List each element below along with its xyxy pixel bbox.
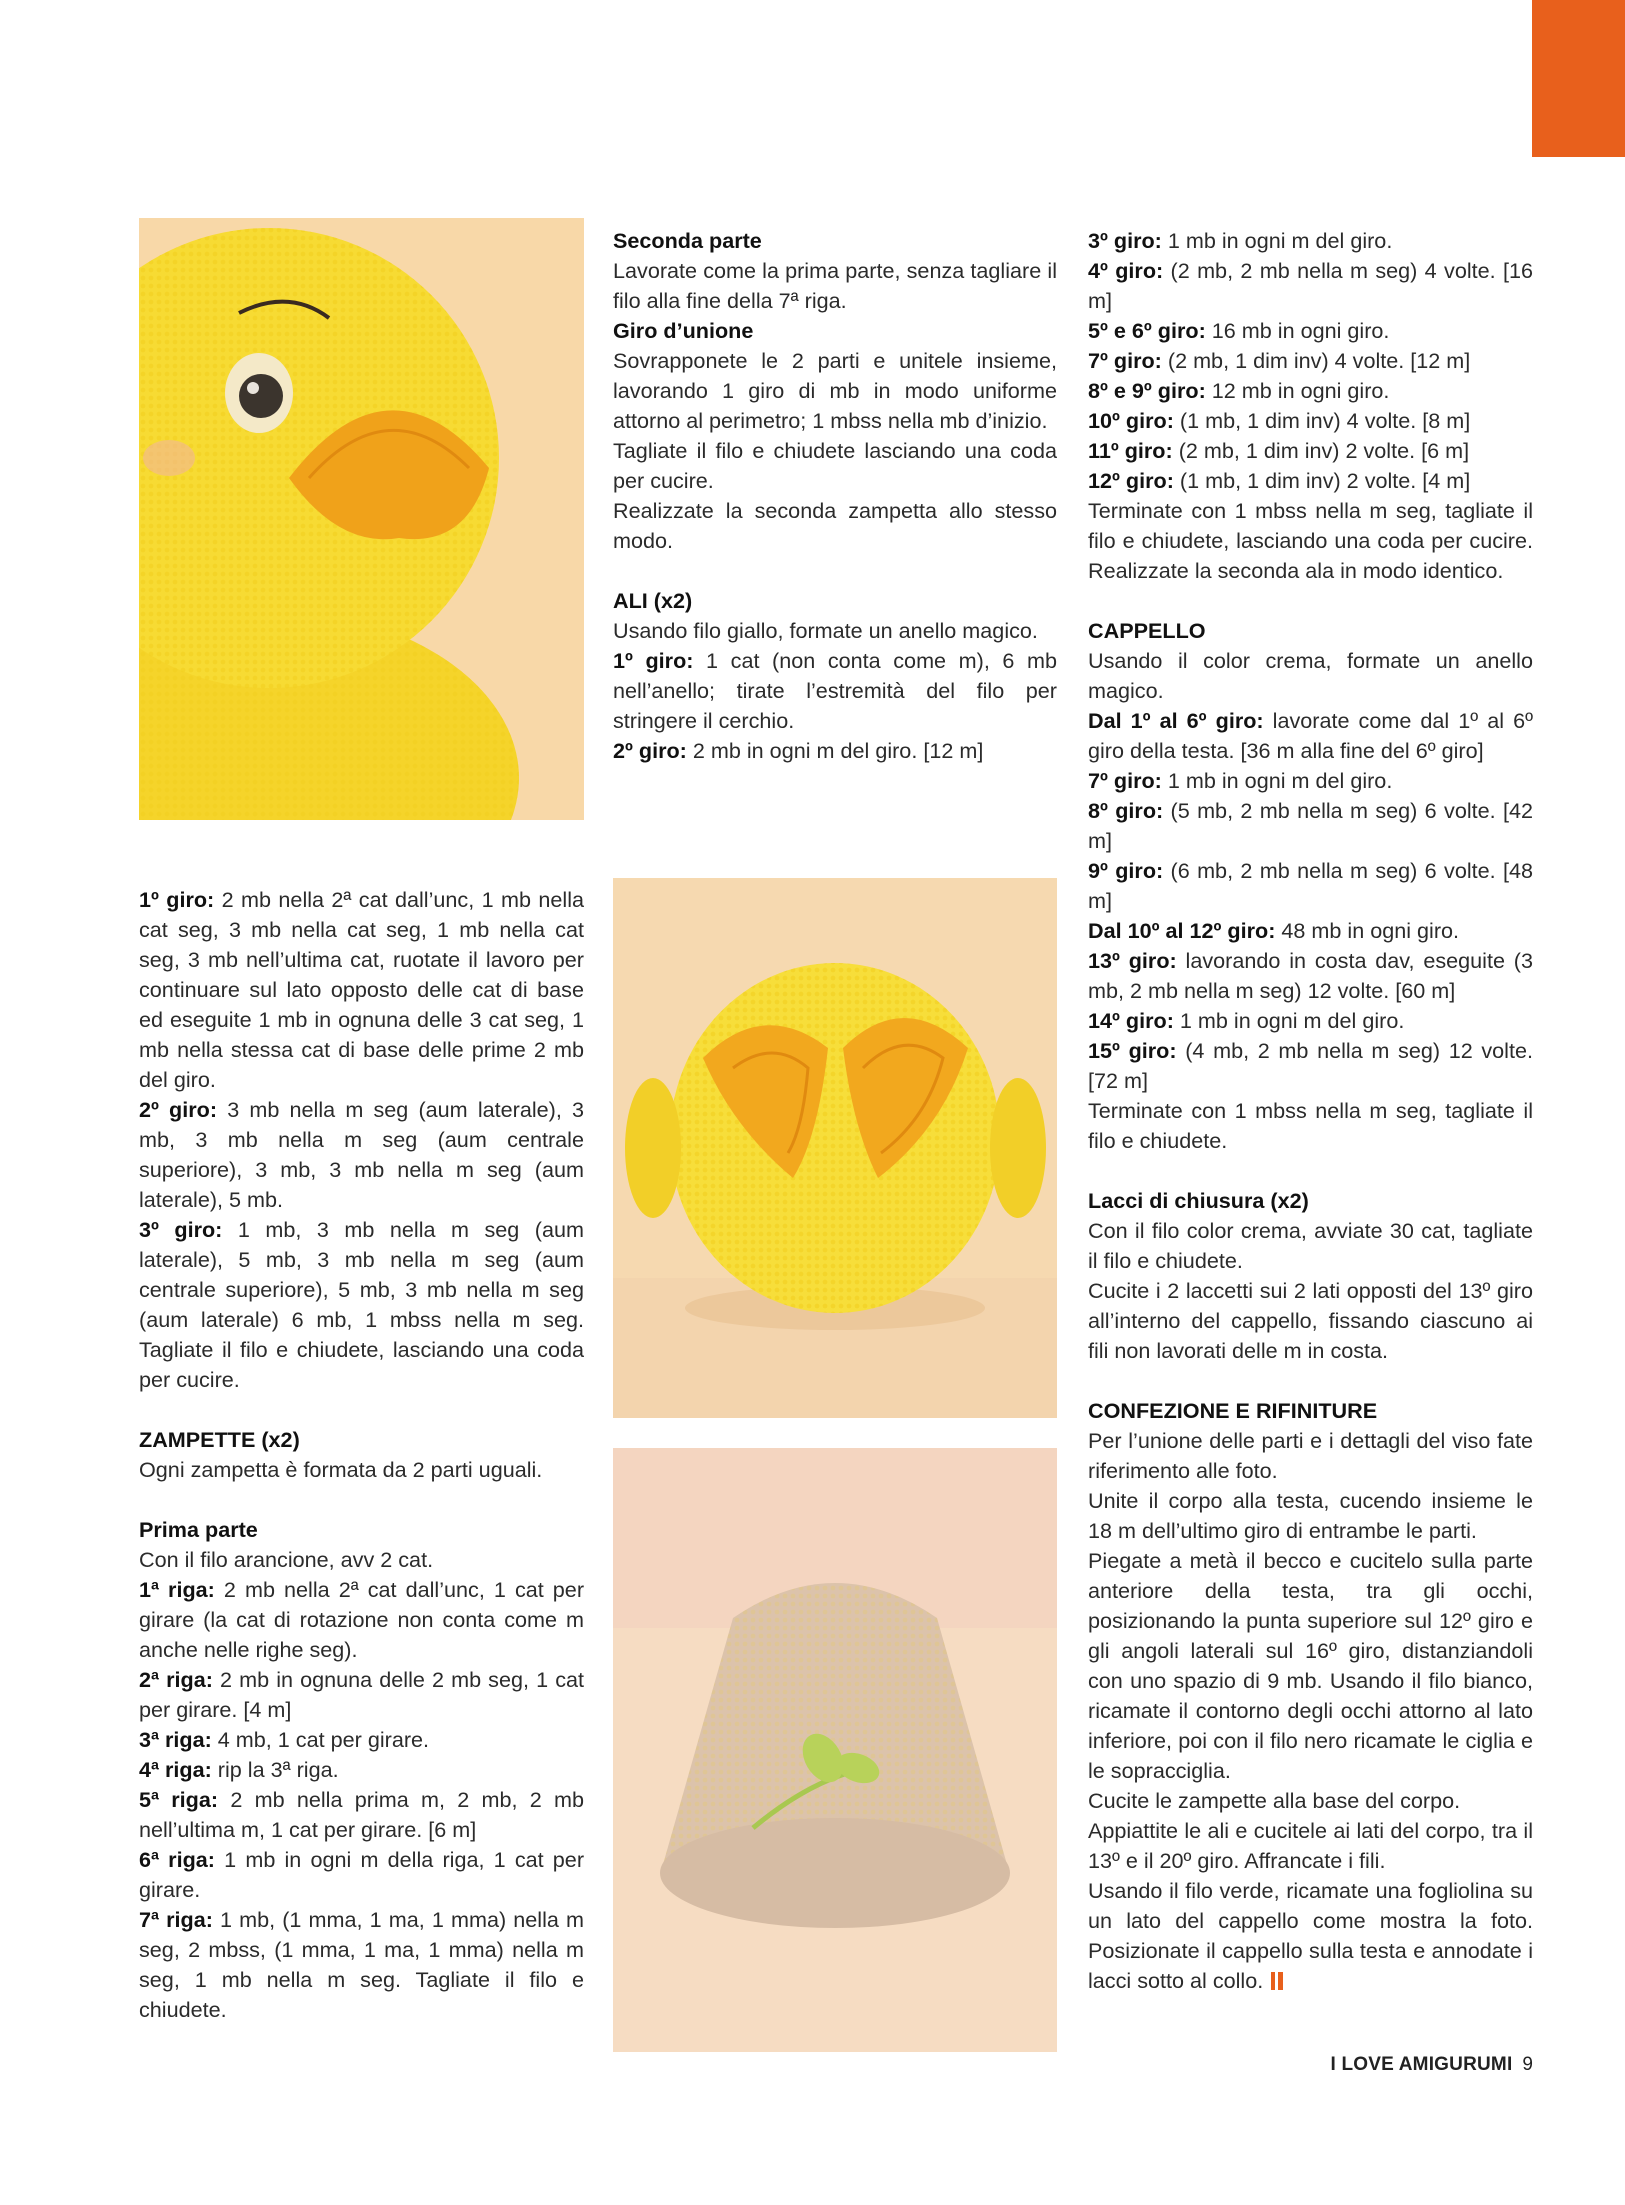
head-round-3: 3º giro: 1 mb, 3 mb nella m seg (aum laterale), 5 mb, 3 mb nella m seg (aum centrale superiore), 5 mb, 3 mb nella m seg (aum laterale) 6 mb, 1 mbss nella m seg. Tagliate il filo e chiudete, lasciando una coda per cucire. xyxy=(139,1217,584,1392)
wing-round-11: 11º giro: (2 mb, 1 dim inv) 2 volte. [6 m] xyxy=(1088,438,1470,463)
row-6: 6ª riga: 1 mb in ogni m della riga, 1 cat per girare. xyxy=(139,1847,585,1902)
row-1: 1ª riga: 2 mb nella 2ª cat dall’unc, 1 cat per girare (la cat di rotazione non conta come m anche nelle righe seg). xyxy=(139,1577,585,1662)
page-number: 9 xyxy=(1522,2054,1533,2075)
confezione-text-3: Piegate a metà il becco e cucitelo sulla parte anteriore della testa, tra gli occhi, posizionando la punta superiore sul 12º giro e gli angoli laterali sul 16º giro, distanziandoli con uno spazio di 9 mb. Usando il filo bianco, ricamate il contorno degli occhi attorno al lato inferiore, poi con il filo nero ricamate le ciglia e le sopracciglia. xyxy=(1088,1548,1533,1783)
prima-parte-intro: Con il filo arancione, avv 2 cat. xyxy=(139,1547,434,1572)
hat-photo xyxy=(613,1448,1057,2052)
lacci-text-1: Con il filo color crema, avviate 30 cat, tagliate il filo e chiudete. xyxy=(1088,1218,1533,1273)
confezione-text-1: Per l’unione delle parti e i dettagli del viso fate riferimento alle foto. xyxy=(1088,1428,1533,1483)
head-round-2: 2º giro: 3 mb nella m seg (aum laterale), 3 mb, 3 mb nella m seg (aum centrale superiore), 3 mb, 3 mb nella m seg (aum laterale), 5 mb. xyxy=(139,1097,585,1212)
giro-unione-heading: Giro d’unione xyxy=(613,318,754,343)
row-7: 7ª riga: 1 mb, (1 mma, 1 ma, 1 mma) nella m seg, 2 mbss, (1 mma, 1 ma, 1 mma) nella m seg, 1 mb nella m seg. Tagliate il filo e chiudete. xyxy=(139,1907,584,2022)
confezione-heading: CONFEZIONE E RIFINITURE xyxy=(1088,1398,1378,1423)
row-3: 3ª riga: 4 mb, 1 cat per girare. xyxy=(139,1727,430,1752)
hat-round-7: 7º giro: 1 mb in ogni m del giro. xyxy=(1088,768,1393,793)
giro-unione-text-3: Realizzate la seconda zampetta allo stesso modo. xyxy=(613,498,1057,553)
row-5: 5ª riga: 2 mb nella prima m, 2 mb, 2 mb nell’ultima m, 1 cat per girare. [6 m] xyxy=(139,1787,585,1842)
cappello-heading: CAPPELLO xyxy=(1088,618,1206,643)
giro-unione-text-2: Tagliate il filo e chiudete lasciando una coda per cucire. xyxy=(613,438,1057,493)
seconda-parte-heading: Seconda parte xyxy=(613,228,762,253)
end-mark-icon xyxy=(1271,1972,1283,1990)
wing-round-3: 3º giro: 1 mb in ogni m del giro. xyxy=(1088,228,1393,253)
hat-round-9: 9º giro: (6 mb, 2 mb nella m seg) 6 volte. [48 m] xyxy=(1088,858,1533,913)
wing-round-2: 2º giro: 2 mb in ogni m del giro. [12 m] xyxy=(613,738,984,763)
wing-round-5-6: 5º e 6º giro: 16 mb in ogni giro. xyxy=(1088,318,1390,343)
hat-round-14: 14º giro: 1 mb in ogni m del giro. xyxy=(1088,1008,1405,1033)
cappello-intro: Usando il color crema, formate un anello magico. xyxy=(1088,648,1533,703)
magazine-name: I LOVE AMIGURUMI xyxy=(1330,2054,1513,2075)
zampette-heading: ZAMPETTE (x2) xyxy=(139,1427,300,1452)
prima-parte-heading: Prima parte xyxy=(139,1517,258,1542)
column-1 xyxy=(139,885,584,2025)
head-round-1: 1º giro: 2 mb nella 2ª cat dall’unc, 1 mb nella cat seg, 3 mb nella cat seg, 1 mb nella cat seg, 3 mb nell’ultima cat, ruotate il lavoro per continuare sul lato opposto delle cat di base ed eseguite 1 mb in ognuna delle 3 cat seg, 1 mb nella stessa cat di base delle prime 2 mb del giro. xyxy=(139,887,584,1092)
zampette-intro: Ogni zampetta è formata da 2 parti uguali. xyxy=(139,1457,543,1482)
wing-round-8-9: 8º e 9º giro: 12 mb in ogni giro. xyxy=(1088,378,1390,403)
wing-round-12: 12º giro: (1 mb, 1 dim inv) 2 volte. [4 m] xyxy=(1088,468,1471,493)
duck-wings-photo xyxy=(613,878,1057,1418)
lacci-heading: Lacci di chiusura (x2) xyxy=(1088,1188,1309,1213)
ali-heading: ALI (x2) xyxy=(613,588,693,613)
confezione-text-6: Usando il filo verde, ricamate una fogliolina su un lato del cappello come mostra la foto. Posizionate il cappello sulla testa e annodate i lacci sotto al collo. xyxy=(1088,1878,1533,1993)
wing-round-10: 10º giro: (1 mb, 1 dim inv) 4 volte. [8 m] xyxy=(1088,408,1471,433)
wing-round-7: 7º giro: (2 mb, 1 dim inv) 4 volte. [12 m] xyxy=(1088,348,1471,373)
duck-head-photo xyxy=(139,218,584,820)
wing-finish: Terminate con 1 mbss nella m seg, tagliate il filo e chiudete, lasciando una coda per cucire. Realizzate la seconda ala in modo identico. xyxy=(1088,498,1533,583)
confezione-text-5: Appiattite le ali e cucitele ai lati del corpo, tra il 13º e il 20º giro. Affrancate i fili. xyxy=(1088,1818,1533,1873)
wing-round-1: 1º giro: 1 cat (non conta come m), 6 mb nell’anello; tirate l’estremità del filo per stringere il cerchio. xyxy=(613,648,1058,733)
lacci-text-2: Cucite i 2 laccetti sui 2 lati opposti del 13º giro all’interno del cappello, fissando ciascuno ai fili non lavorati delle m in costa. xyxy=(1088,1278,1533,1363)
page-footer xyxy=(1330,2052,1533,2078)
hat-round-15: 15º giro: (4 mb, 2 mb nella m seg) 12 volte. [72 m] xyxy=(1088,1038,1533,1093)
column-3 xyxy=(1088,226,1533,1996)
seconda-parte-text: Lavorate come la prima parte, senza tagliare il filo alla fine della 7ª riga. xyxy=(613,258,1057,313)
confezione-text-4: Cucite le zampette alla base del corpo. xyxy=(1088,1788,1461,1813)
giro-unione-text-1: Sovrapponete le 2 parti e unitele insieme, lavorando 1 giro di mb in modo uniforme attorno al perimetro; 1 mbss nella mb d’inizio. xyxy=(613,348,1057,433)
hat-round-1-6: Dal 1º al 6º giro: lavorate come dal 1º al 6º giro della testa. [36 m alla fine del 6º giro] xyxy=(1088,708,1533,763)
section-color-tab xyxy=(1532,0,1625,157)
hat-round-8: 8º giro: (5 mb, 2 mb nella m seg) 6 volte. [42 m] xyxy=(1088,798,1533,853)
row-2: 2ª riga: 2 mb in ognuna delle 2 mb seg, 1 cat per girare. [4 m] xyxy=(139,1667,585,1722)
ali-intro: Usando filo giallo, formate un anello magico. xyxy=(613,618,1038,643)
hat-round-13: 13º giro: lavorando in costa dav, eseguite (3 mb, 2 mb nella m seg) 12 volte. [60 m] xyxy=(1088,948,1533,1003)
wing-round-4: 4º giro: (2 mb, 2 mb nella m seg) 4 volte. [16 m] xyxy=(1088,258,1533,313)
hat-round-10-12: Dal 10º al 12º giro: 48 mb in ogni giro. xyxy=(1088,918,1460,943)
row-4: 4ª riga: rip la 3ª riga. xyxy=(139,1757,339,1782)
hat-finish: Terminate con 1 mbss nella m seg, tagliate il filo e chiudete. xyxy=(1088,1098,1533,1153)
column-2 xyxy=(613,226,1057,766)
confezione-text-2: Unite il corpo alla testa, cucendo insieme le 18 m dell’ultimo giro di entrambe le parti. xyxy=(1088,1488,1533,1543)
